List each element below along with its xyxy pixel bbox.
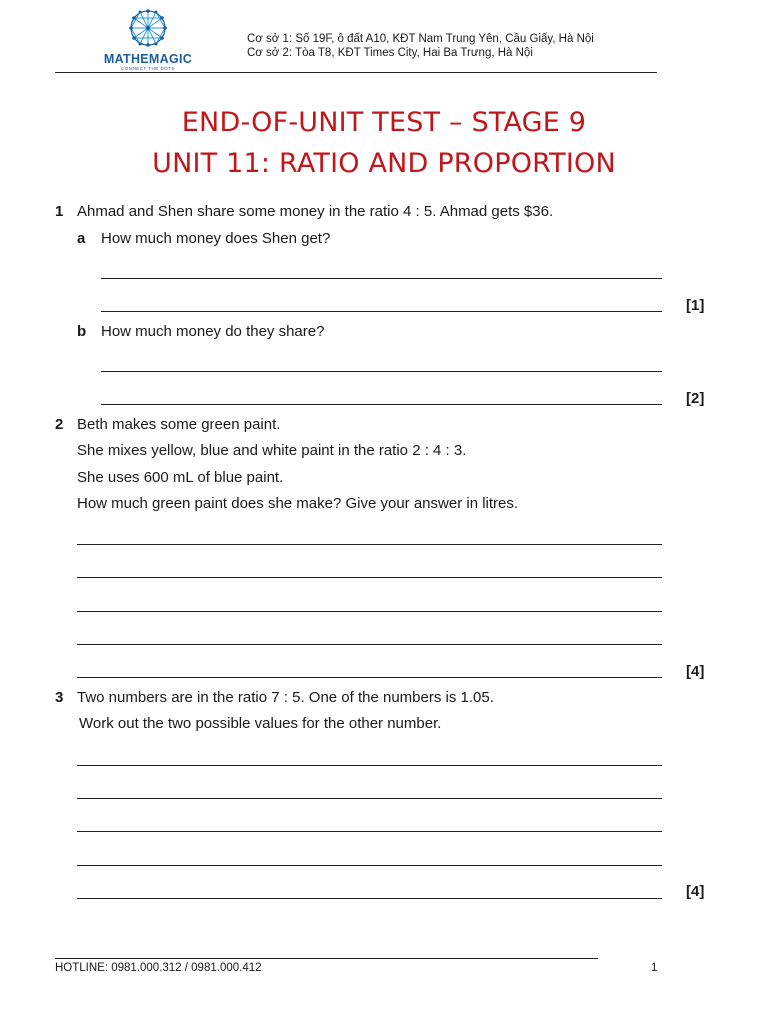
question-1-text: Ahmad and Shen share some money in the ratio 4 : 5. Ahmad gets $36. — [77, 203, 554, 220]
answer-line-1b-1[interactable] — [101, 371, 662, 372]
address-line-2: Cơ sở 2: Tòa T8, KĐT Times City, Hai Ba Trưng, Hà Nội — [247, 47, 533, 59]
question-2-line-2: She mixes yellow, blue and white paint in the ratio 2 : 4 : 3. — [77, 442, 467, 459]
question-3-line-2: Work out the two possible values for the other number. — [79, 715, 442, 732]
marks-1a: [1] — [686, 297, 705, 314]
question-1b-text: How much money do they share? — [101, 323, 325, 340]
logo-tagline: CONNECT THE DOTS — [120, 66, 176, 71]
answer-line-2-5[interactable] — [77, 677, 662, 678]
question-1a-letter: a — [77, 230, 86, 247]
address-line-1: Cơ sở 1: Số 19F, ô đất A10, KĐT Nam Trung Yên, Cầu Giấy, Hà Nội — [247, 33, 594, 45]
unit-title: UNIT 11: RATIO AND PROPORTION — [152, 148, 616, 179]
marks-3: [4] — [686, 883, 705, 900]
test-title: END-OF-UNIT TEST – STAGE 9 — [181, 107, 587, 138]
marks-1b: [2] — [686, 390, 705, 407]
question-3-line-1: Two numbers are in the ratio 7 : 5. One of the numbers is 1.05. — [77, 689, 494, 706]
question-1a-text: How much money does Shen get? — [101, 230, 331, 247]
hotline: HOTLINE: 0981.000.312 / 0981.000.412 — [55, 962, 262, 974]
answer-line-2-3[interactable] — [77, 611, 662, 612]
answer-line-2-2[interactable] — [77, 577, 662, 578]
answer-line-2-4[interactable] — [77, 644, 662, 645]
header-divider — [55, 72, 657, 73]
answer-line-3-3[interactable] — [77, 831, 662, 832]
question-1-number: 1 — [55, 203, 64, 220]
answer-line-3-1[interactable] — [77, 765, 662, 766]
question-2-number: 2 — [55, 416, 64, 433]
question-3-number: 3 — [55, 689, 64, 706]
page-number: 1 — [651, 962, 658, 974]
logo-wordmark: MATHEMAGIC — [103, 52, 193, 66]
question-2-line-1: Beth makes some green paint. — [77, 416, 281, 433]
footer-divider — [55, 958, 598, 959]
answer-line-3-4[interactable] — [77, 865, 662, 866]
question-2-line-4: How much green paint does she make? Give your answer in litres. — [77, 495, 519, 512]
answer-line-1a-2[interactable] — [101, 311, 662, 312]
question-1b-letter: b — [77, 323, 87, 340]
answer-line-1a-1[interactable] — [101, 278, 662, 279]
question-2-line-3: She uses 600 mL of blue paint. — [77, 469, 284, 486]
answer-line-3-2[interactable] — [77, 798, 662, 799]
answer-line-2-1[interactable] — [77, 544, 662, 545]
answer-line-3-5[interactable] — [77, 898, 662, 899]
marks-2: [4] — [686, 663, 705, 680]
answer-line-1b-2[interactable] — [101, 404, 662, 405]
